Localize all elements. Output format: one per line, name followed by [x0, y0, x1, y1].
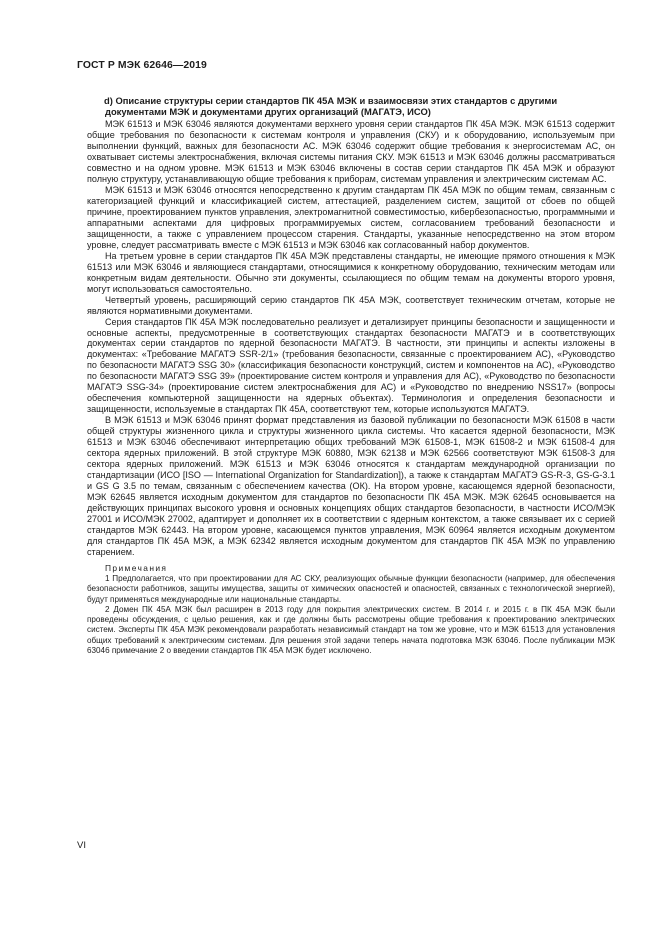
section-title: d) Описание структуры серии стандартов ПК 45А МЭК и взаимосвязи этих стандартов с другими документами МЭК и документами других организаций (МАГАТЭ, ИСО): [104, 95, 558, 118]
paragraph: Четвертый уровень, расширяющий серию стандартов ПК 45А МЭК, соответствует техническим отчетам, которые не являются нормативными документами.: [87, 294, 615, 316]
document-header: ГОСТ Р МЭК 62646—2019: [77, 60, 207, 71]
main-content: [87, 95, 615, 656]
paragraph: Серия стандартов ПК 45А МЭК последовательно реализует и детализирует принципы безопасности и защищенности и основные аспекты, предусмотренные в соответствующих стандартах безопасности МАГАТЭ и в соответствующих документах серии стандартов по ядерной безопасности МАГАТЭ. В частности, эти принципы и аспекты изложены в документах: «Требование МАГАТЭ SSR-2/1» (требования безопасности, связанные с проектированием АС), «Руководство по безопасности МАГАТЭ SSG 30» (классификация безопасности конструкций, систем и компонентов на АС), «Руководство по безопасности МАГАТЭ SSG 39» (проектирование систем контроля и управления для АС), «Руководство по безопасности МАГАТЭ SSG-34» (проектирование систем электроснабжения для АС) и «Руководство по внедрению NSS17» (вопросы обеспечения компьютерной защищенности на ядерных объектах). Терминология и определения безопасности и защищенности, используемые в стандартах ПК 45А, соответствуют тем, которые используются МАГАТЭ.: [87, 316, 615, 415]
note-item: 2 Домен ПК 45А МЭК был расширен в 2013 году для покрытия электрических систем. В 2014 г. и 2015 г. в ПК 45А МЭК были проведены обсуждения, с целью решения, как и где должны быть рассмотрены общие требования к проектированию электрических систем. Эксперты ПК 45А МЭК рекомендовали разработать независимый стандарт на том же уровне, что и МЭК 61513 для установления общих требований к электрическим системам. Для решения этой задачи теперь начата подготовка МЭК 63046. После публикации МЭК 63046 примечание 2 о введении стандартов ПК 45А МЭК будет исключено.: [87, 604, 615, 656]
paragraph: МЭК 61513 и МЭК 63046 являются документами верхнего уровня серии стандартов ПК 45А МЭК. МЭК 61513 содержит общие требования по безопасности к системам контроля и управления (СКУ) и к оборудованию, используемым при выполнении функций, важных для безопасности АС. МЭК 63046 содержит общие требования к энергосистемам АС, он охватывает системы электроснабжения, включая системы питания СКУ. МЭК 61513 и МЭК 63046 должны рассматриваться совместно и на одном уровне. МЭК 61513 и МЭК 63046 включены в состав серии стандартов ПК 45А МЭК и образуют полную структуру, устанавливающую общие требования к приборам, системам управления и электрическим системам АС.: [87, 119, 615, 185]
paragraph: МЭК 61513 и МЭК 63046 относятся непосредственно к другим стандартам ПК 45А МЭК по общим темам, связанным с категоризацией функций и классификацией систем, аттестацией, разделением систем, защитой от сбоев по общей причине, проектированием пунктов управления, электромагнитной совместимостью, кибербезопасностью, программными и аппаратными аспектами для цифровых программируемых систем, согласованием требований безопасности и защищенности, а также с управлением процессом старения. Стандарты, указанные непосредственно на этом втором уровне, следует рассматривать вместе с МЭК 61513 и МЭК 63046 как согласованный набор документов.: [87, 185, 615, 250]
notes-title: Примечания: [105, 562, 168, 573]
paragraph: На третьем уровне в серии стандартов ПК 45А МЭК представлены стандарты, не имеющие прямого отношения к МЭК 61513 или МЭК 63046 и являющиеся стандартами, относящимися к конкретному оборудованию, техническим методам или конкретным видам деятельности. Обычно эти документы, ссылающиеся по общим темам на документы второго уровня, могут использоваться самостоятельно.: [87, 250, 615, 294]
paragraph: В МЭК 61513 и МЭК 63046 принят формат представления из базовой публикации по безопасности МЭК 61508 в части общей структуры жизненного цикла и структуры жизненного цикла системы. Что касается ядерной безопасности, МЭК 61513 и МЭК 63046 обеспечивают интерпретацию общих требований МЭК 61508-1, МЭК 61508-2 и МЭК 61508-4 для сектора ядерных приложений. В этой структуре МЭК 60880, МЭК 62138 и МЭК 62566 соответствуют МЭК 61508-3 для сектора ядерных приложений. МЭК 61513 и МЭК 63046 относятся к стандартам международной организации по стандартизации (ИСО [ISO — International Organization for Standardization]), а также к стандартам МАГАТЭ GS-R-3, GS-G-3.1 и GS G 3.5 по темам, связанным с обеспечением качества (ОК). На втором уровне, касающемся ядерной безопасности, МЭК 62645 является исходным документом для стандартов по безопасности ПК 45А МЭК. МЭК 62645 основывается на действующих принципах высокого уровня и основных концепциях общих стандартов безопасности, в частности ИСО/МЭК 27001 и ИСО/МЭК 27002, адаптирует и дополняет их в соответствии с ядерным контекстом, а также связывает их с серией стандартов МЭК 62443. На втором уровне, касающемся пунктов управления, МЭК 60964 является исходным документом для стандартов ПК 45А МЭК, а МЭК 62342 является исходным документом для стандартов ПК 45А МЭК по управлению старением.: [87, 415, 615, 557]
note-item: 1 Предполагается, что при проектировании для АС СКУ, реализующих обычные функции безопасности (например, для обеспечения безопасности работников, защиты имущества, защиты от химических опасностей и опасностей, связанных с технологической энергией), будут применяться международные или национальные стандарты.: [87, 573, 615, 604]
page-number: VI: [77, 840, 86, 851]
